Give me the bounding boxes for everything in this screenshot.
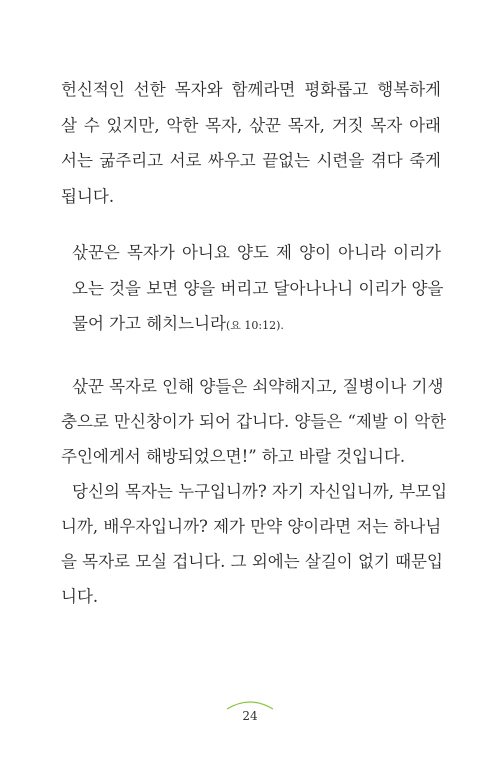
paragraph-2-line-2: 충으로 만신창이가 되어 갑니다. 양들은 “제발 이 악한 [61, 412, 447, 431]
paragraph-3-line-2: 니까, 배우자입니까? 제가 만약 양이라면 저는 하나님 [61, 517, 442, 536]
paragraph-2-line-3: 주인에게서 해방되었으면!” 하고 바랄 것입니다. [61, 447, 406, 466]
quote-line-1: 삯꾼은 목자가 아니요 양도 제 양이 아니라 이리가 [72, 243, 441, 262]
quote-line-3 [72, 314, 441, 336]
paragraph-1-line-3: 서는 굶주리고 서로 싸우고 끝없는 시련을 겪다 죽게 [61, 151, 441, 170]
paragraph-1-line-1: 헌신적인 선한 목자와 함께라면 평화롭고 행복하게 [61, 80, 441, 99]
quote-line-2: 오는 것을 보면 양을 버리고 달아나나니 이리가 양을 [72, 279, 444, 298]
quote-line-3-text: 물어 가고 헤치느니라 [72, 314, 226, 333]
page-number: 24 [242, 709, 258, 723]
paragraph-3-line-3: 을 목자로 모실 겁니다. 그 외에는 살길이 없기 때문입 [61, 552, 443, 571]
paragraph-3-line-4: 니다. [61, 587, 99, 606]
paragraph-1-line-2: 살 수 있지만, 악한 목자, 삯꾼 목자, 거짓 목자 아래 [61, 116, 441, 135]
paragraph-2-line-1: 삯꾼 목자로 인해 양들은 쇠약해지고, 질병이나 기생 [72, 377, 444, 396]
paragraph-3-line-1: 당신의 목자는 누구입니까? 자기 자신입니까, 부모입 [72, 482, 448, 501]
quote-reference: (요 10:12). [225, 319, 284, 332]
paragraph-1-line-4: 됩니다. [61, 187, 115, 206]
